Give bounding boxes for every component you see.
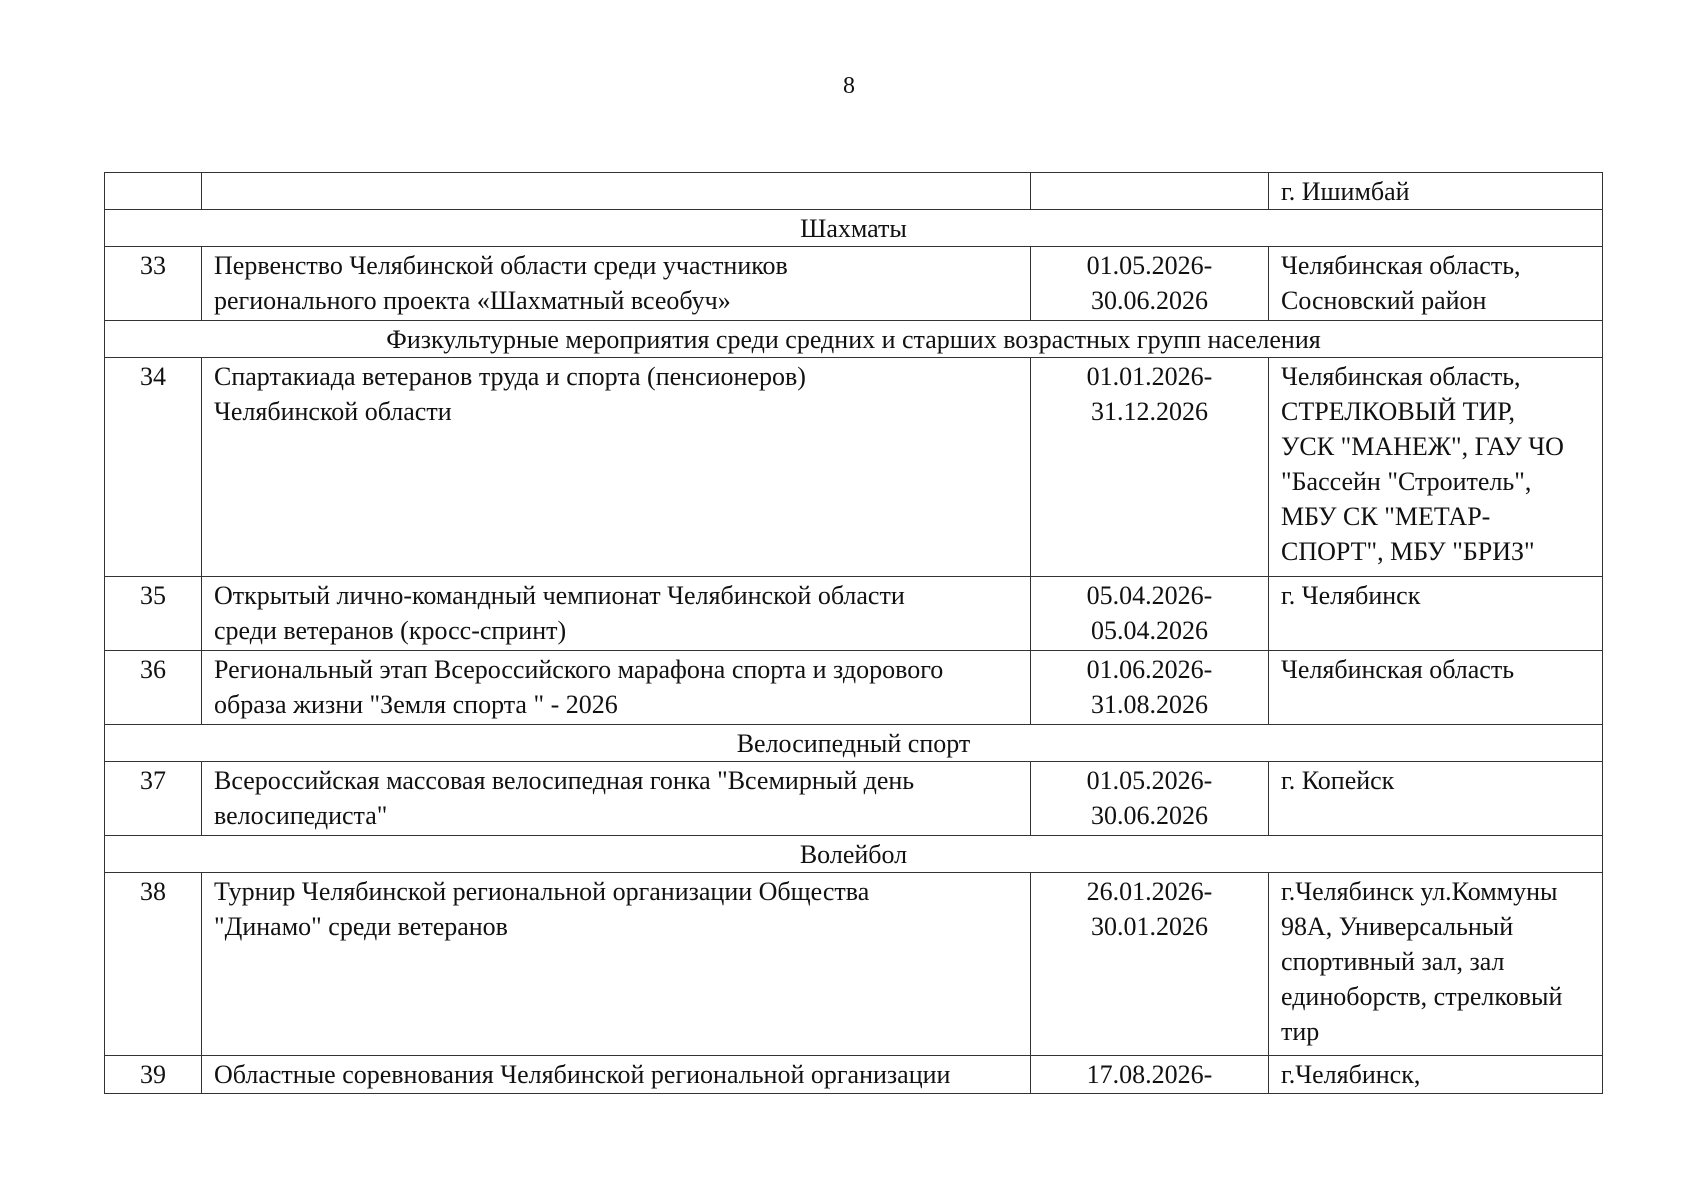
event-dates: 17.08.2026- [1031,1056,1269,1094]
event-place: Челябинская область, Сосновский район [1269,247,1603,321]
event-name: Областные соревнования Челябинской региональной организации [202,1056,1031,1094]
event-place: г. Ишимбай [1269,173,1603,210]
event-dates: 01.05.2026- 30.06.2026 [1031,762,1269,836]
table-row [105,577,1603,651]
event-name: Региональный этап Всероссийского марафона спорта и здорового образа жизни "Земля спорта " - 2026 [202,651,1031,725]
section-title: Физкультурные мероприятия среди средних и старших возрастных групп населения [105,321,1603,358]
section-row [105,210,1603,247]
table-row [105,762,1603,836]
section-row [105,836,1603,873]
section-title: Велосипедный спорт [105,725,1603,762]
event-dates: 26.01.2026- 30.01.2026 [1031,873,1269,1056]
section-row [105,725,1603,762]
event-number: 39 [105,1056,202,1094]
event-place: г.Челябинск, [1269,1056,1603,1094]
event-dates: 01.01.2026- 31.12.2026 [1031,358,1269,577]
event-number: 33 [105,247,202,321]
section-row [105,321,1603,358]
table-row [105,1056,1603,1094]
event-number: 34 [105,358,202,577]
table-row [105,247,1603,321]
event-place: Челябинская область [1269,651,1603,725]
event-number: 35 [105,577,202,651]
event-name [202,173,1031,210]
table-row [105,651,1603,725]
event-number: 37 [105,762,202,836]
section-title: Шахматы [105,210,1603,247]
event-place: Челябинская область, СТРЕЛКОВЫЙ ТИР, УСК "МАНЕЖ", ГАУ ЧО "Бассейн "Строитель", МБУ СК "МЕТАР- СПОРТ", МБУ "БРИЗ" [1269,358,1603,577]
event-place: г.Челябинск ул.Коммуны 98А, Универсальный спортивный зал, зал единоборств, стрелковый тир [1269,873,1603,1056]
event-number: 36 [105,651,202,725]
table-row [105,873,1603,1056]
page-number: 8 [843,73,855,99]
event-name: Турнир Челябинской региональной организации Общества "Динамо" среди ветеранов [202,873,1031,1056]
event-name: Первенство Челябинской области среди участников регионального проекта «Шахматный всеобуч» [202,247,1031,321]
event-dates: 01.06.2026- 31.08.2026 [1031,651,1269,725]
table-row [105,173,1603,210]
section-title: Волейбол [105,836,1603,873]
event-name: Всероссийская массовая велосипедная гонка "Всемирный день велосипедиста" [202,762,1031,836]
event-place: г. Челябинск [1269,577,1603,651]
event-name: Открытый лично-командный чемпионат Челябинской области среди ветеранов (кросс-спринт) [202,577,1031,651]
events-table [104,172,1603,1094]
event-dates: 05.04.2026- 05.04.2026 [1031,577,1269,651]
event-place: г. Копейск [1269,762,1603,836]
event-number: 38 [105,873,202,1056]
event-dates: 01.05.2026- 30.06.2026 [1031,247,1269,321]
event-dates [1031,173,1269,210]
table-row [105,358,1603,577]
event-name: Спартакиада ветеранов труда и спорта (пенсионеров) Челябинской области [202,358,1031,577]
event-number [105,173,202,210]
